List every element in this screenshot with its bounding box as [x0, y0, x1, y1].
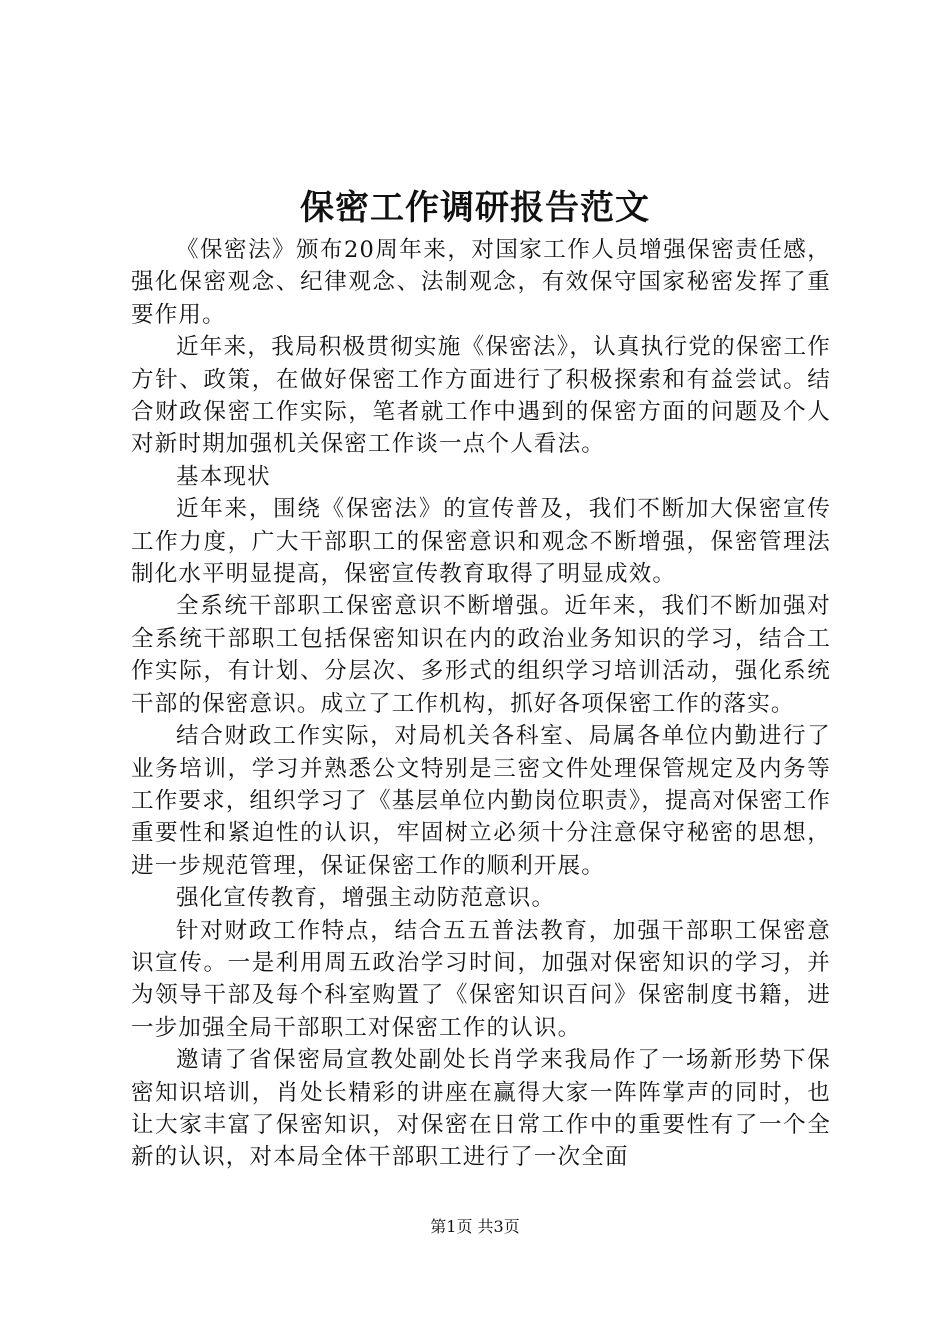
section-heading: 基本现状	[176, 463, 271, 490]
paragraph: 结合财政工作实际，对局机关各科室、局属各单位内勤进行了业务培训，学习并熟悉公文特别是三密文件处理保管规定及内务等工作要求，组织学习了《基层单位内勤岗位职责》，提高对保密工作重要性和紧迫性的认识，牢固树立必须十分注意保守秘密的思想，进一步规范管理，保证保密工作的顺利开展。	[131, 723, 831, 879]
paragraph: 近年来，围绕《保密法》的宣传普及，我们不断加大保密宣传工作力度，广大干部职工的保密意识和观念不断增强，保密管理法制化水平明显提高，保密宣传教育取得了明显成效。	[131, 496, 831, 588]
document-title: 保密工作调研报告范文	[300, 188, 650, 228]
paragraph: 邀请了省保密局宣教处副处长肖学来我局作了一场新形势下保密知识培训，肖处长精彩的讲座在赢得大家一阵阵掌声的同时，也让大家丰富了保密知识，对保密在日常工作中的重要性有了一个全新的认识，对本局全体干部职工进行了一次全面	[131, 1047, 831, 1171]
paragraph: 全系统干部职工保密意识不断增强。近年来，我们不断加强对全系统干部职工包括保密知识在内的政治业务知识的学习，结合工作实际，有计划、分层次、多形式的组织学习培训活动，强化系统干部的保密意识。成立了工作机构，抓好各项保密工作的落实。	[131, 593, 831, 717]
document-body	[131, 234, 831, 1174]
page-number-footer: 第1页 共3页	[430, 1217, 520, 1236]
section-heading: 强化宣传教育，增强主动防范意识。	[176, 885, 556, 912]
paragraph: 《保密法》颁布20周年来，对国家工作人员增强保密责任感，强化保密观念、纪律观念、法制观念，有效保守国家秘密发挥了重要作用。	[131, 237, 831, 328]
paragraph: 针对财政工作特点，结合五五普法教育，加强干部职工保密意识宣传。一是利用周五政治学习时间，加强对保密知识的学习，并为领导干部及每个科室购置了《保密知识百问》保密制度书籍，进一步加强全局干部职工对保密工作的认识。	[131, 917, 831, 1041]
paragraph: 近年来，我局积极贯彻实施《保密法》，认真执行党的保密工作方针、政策，在做好保密工作方面进行了积极探索和有益尝试。结合财政保密工作实际，笔者就工作中遇到的保密方面的问题及个人对新时期加强机关保密工作谈一点个人看法。	[131, 334, 831, 458]
